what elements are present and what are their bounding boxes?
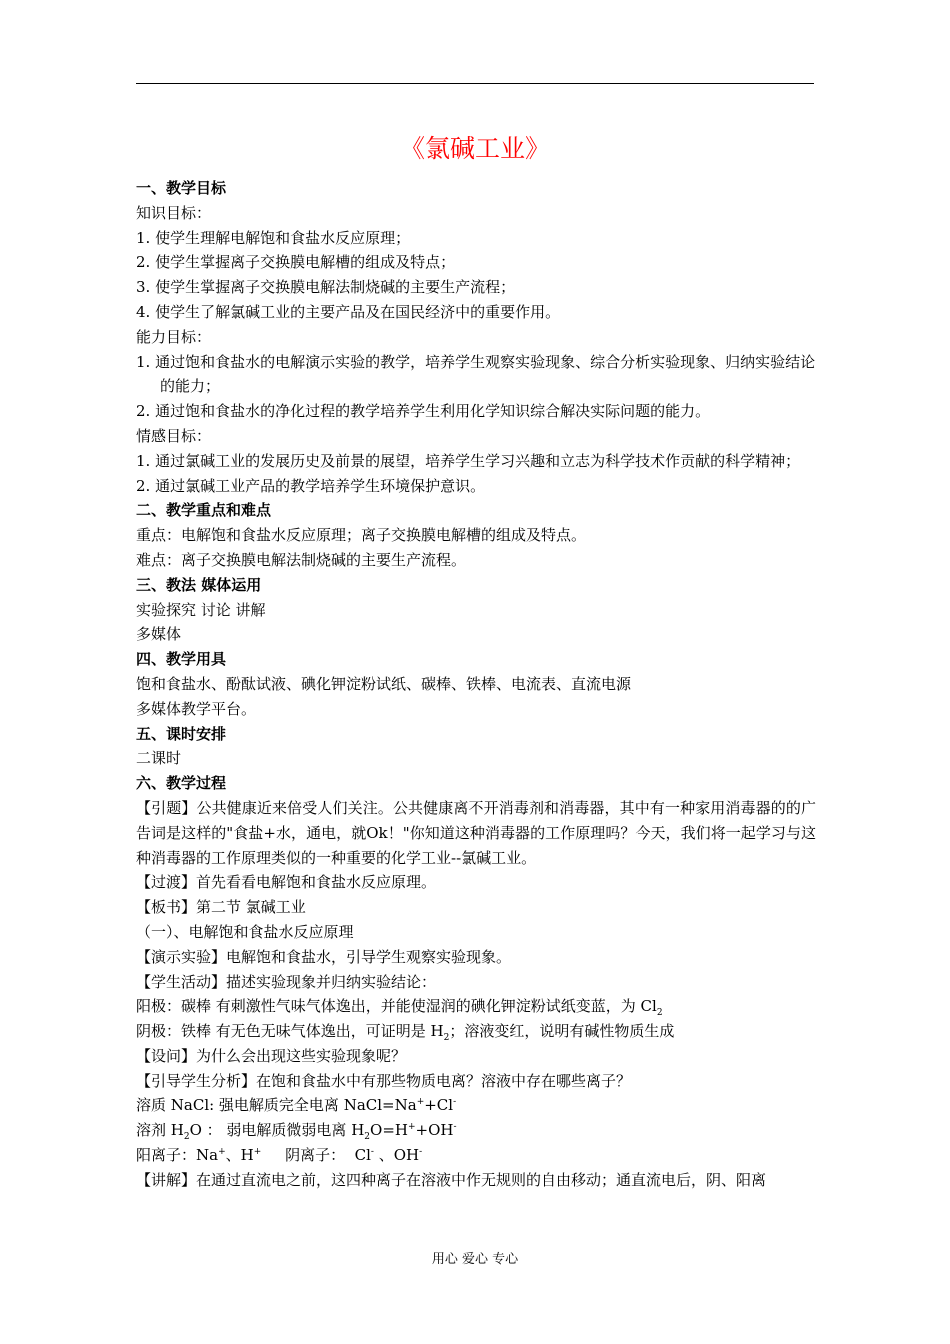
text-line: 难点：离子交换膜电解法制烧碱的主要生产流程。 bbox=[136, 550, 467, 569]
text-line: 多媒体教学平台。 bbox=[136, 699, 257, 718]
list-item: 2. 通过氯碱工业产品的教学培养学生环境保护意识。 bbox=[136, 476, 486, 495]
text-line: 情感目标： bbox=[136, 426, 212, 445]
text-line: 【设问】为什么会出现这些实验现象呢？ bbox=[136, 1046, 407, 1065]
text-line: （一）、电解饱和食盐水反应原理 bbox=[136, 922, 354, 941]
document-title: 《氯碱工业》 bbox=[399, 134, 550, 163]
section-heading: 一、教学目标 bbox=[136, 179, 227, 197]
list-item: 1. 使学生理解电解饱和食盐水反应原理； bbox=[136, 228, 411, 247]
list-item: 2. 通过饱和食盐水的净化过程的教学培养学生利用化学知识综合解决实际问题的能力。 bbox=[136, 402, 711, 421]
section-heading: 四、教学用具 bbox=[136, 650, 227, 669]
text-line: 重点：电解饱和食盐水反应原理；离子交换膜电解槽的组成及特点。 bbox=[136, 526, 587, 545]
text-line: 饱和食盐水、酚酞试液、碘化钾淀粉试纸、碳棒、铁棒、电流表、直流电源 bbox=[136, 674, 632, 693]
text-line: 能力目标： bbox=[136, 327, 212, 346]
paragraph: 【引题】公共健康近来倍受人们关注。公共健康离不开消毒剂和消毒器，其中有一种家用消毒器的的广告词是这样的"食盐+水，通电，就Ok！"你知道这种消毒器的工作原理吗？今天，我们将一起学习与这种消毒器的工作原理类似的一种重要的化学工业--氯碱工业。 bbox=[136, 798, 816, 867]
text-line: 二课时 bbox=[136, 749, 182, 768]
text-line: 【板书】第二节 氯碱工业 bbox=[136, 898, 306, 917]
text-line: 【学生活动】描述实验现象并归纳实验结论： bbox=[136, 972, 437, 991]
text-line: 多媒体 bbox=[136, 625, 182, 644]
text-line: 实验探究 讨论 讲解 bbox=[136, 600, 266, 619]
section-heading: 二、教学重点和难点 bbox=[136, 501, 272, 520]
cathode-line: 阴极：铁棒 有无色无味气体逸出，可证明是 $H_2$；溶液变红，说明有碱性物质生成 bbox=[136, 1022, 675, 1044]
list-item: 3. 使学生掌握离子交换膜电解法制烧碱的主要生产流程； bbox=[136, 278, 516, 297]
list-item: 1. 通过饱和食盐水的电解演示实验的教学，培养学生观察实验现象、综合分析实验现象、归纳实验结论的能力； bbox=[136, 352, 816, 396]
document-body bbox=[136, 176, 816, 1193]
list-item: 1. 通过氯碱工业的发展历史及前景的展望，培养学生学习兴趣和立志为科学技术作贡献的科学精神； bbox=[136, 451, 801, 470]
solvent-line: 溶剂 $H_2O$ ： 弱电解质微弱电离 $H_2O=H^++OH^-$ bbox=[136, 1121, 457, 1143]
page-footer: 用心 爱心 专心 bbox=[431, 1252, 519, 1267]
anode-line: 阳极：碳棒 有刺激性气味气体逸出，并能使湿润的碘化钾淀粉试纸变蓝，为 $Cl_2$ bbox=[136, 997, 663, 1019]
ions-line: 阳离子：Na+、H+ 阴离子： Cl- 、OH- bbox=[136, 1146, 423, 1165]
text-line: 【引导学生分析】在饱和食盐水中有那些物质电离？溶液中存在哪些离子？ bbox=[136, 1071, 632, 1090]
list-item: 4. 使学生了解氯碱工业的主要产品及在国民经济中的重要作用。 bbox=[136, 302, 561, 321]
text-line: 【演示实验】电解饱和食盐水，引导学生观察实验现象。 bbox=[136, 947, 512, 966]
solute-line: 溶质 NaCl: 强电解质完全电离 NaCl=Na++Cl- bbox=[136, 1096, 457, 1115]
text-line: 知识目标： bbox=[136, 203, 212, 222]
section-heading: 五、课时安排 bbox=[136, 724, 227, 743]
text-line: 【讲解】在通过直流电之前，这四种离子在溶液中作无规则的自由移动；通直流电后，阴、阳离 bbox=[136, 1170, 767, 1189]
section-heading: 六、教学过程 bbox=[136, 774, 227, 793]
header-rule bbox=[136, 83, 814, 84]
section-heading: 三、教法 媒体运用 bbox=[136, 575, 262, 594]
text-line: 【过渡】首先看看电解饱和食盐水反应原理。 bbox=[136, 873, 437, 892]
list-item: 2. 使学生掌握离子交换膜电解槽的组成及特点； bbox=[136, 253, 456, 272]
